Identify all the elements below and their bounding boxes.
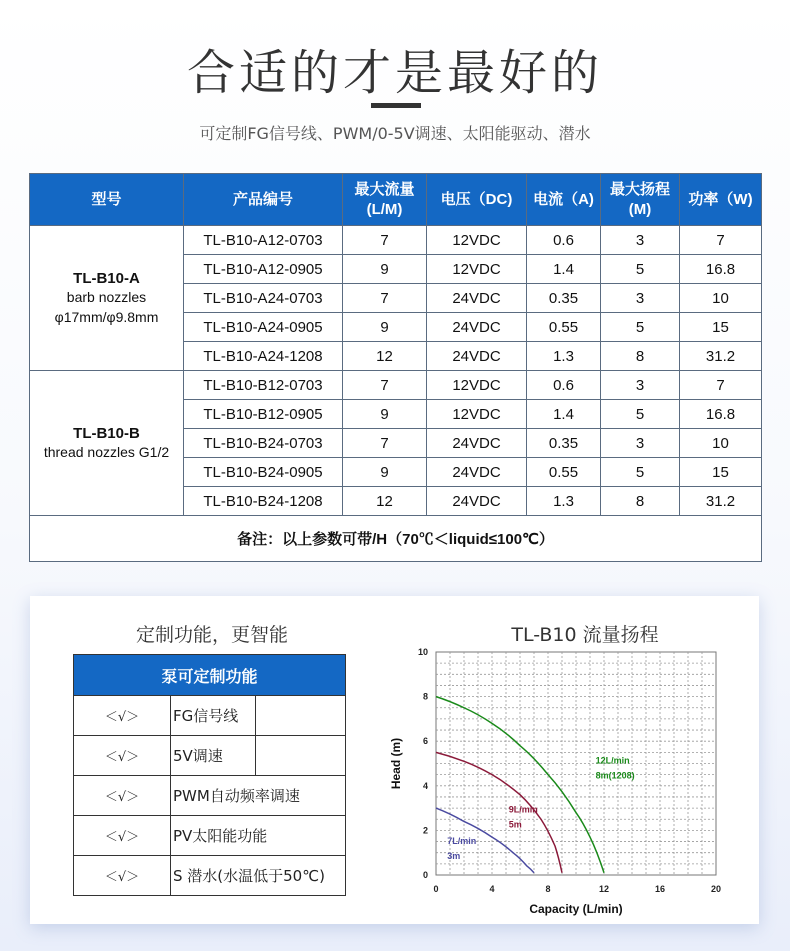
table-cell: 7 <box>343 226 427 255</box>
table-cell: 9 <box>343 400 427 429</box>
table-cell: TL-B10-B24-0905 <box>184 458 343 487</box>
table-cell: 9 <box>343 458 427 487</box>
y-tick-label: 6 <box>422 736 428 747</box>
feature-label: 5V调速 <box>171 736 256 776</box>
spec-header-row <box>30 174 762 226</box>
table-cell: 0.6 <box>527 371 601 400</box>
x-tick-label: 16 <box>654 884 666 894</box>
check-mark-icon: ＜√＞ <box>74 816 171 856</box>
table-cell: 0.35 <box>527 429 601 458</box>
table-cell: 12 <box>343 342 427 371</box>
feature-label: PV太阳能功能 <box>171 816 346 856</box>
table-cell: 12VDC <box>427 400 527 429</box>
table-cell: 16.8 <box>680 400 762 429</box>
table-cell: TL-B10-A24-0703 <box>184 284 343 313</box>
table-cell: 5 <box>601 255 680 284</box>
y-tick-label: 4 <box>422 780 428 791</box>
table-cell: 5 <box>601 313 680 342</box>
check-mark-icon: ＜√＞ <box>74 696 171 736</box>
series-label: 5m <box>508 819 522 830</box>
table-cell: 7 <box>343 371 427 400</box>
table-cell: 8 <box>601 487 680 516</box>
empty-cell <box>256 696 346 736</box>
series-label: 12L/min <box>595 755 630 766</box>
header-cell: 产品编号 <box>184 174 343 226</box>
feature-label: PWM自动频率调速 <box>171 776 346 816</box>
series-label: 8m(1208) <box>595 770 635 781</box>
spec-table <box>29 173 762 562</box>
feature-row <box>74 816 346 856</box>
table-cell: 16.8 <box>680 255 762 284</box>
table-cell: 7 <box>343 429 427 458</box>
table-cell: TL-B10-B24-0703 <box>184 429 343 458</box>
table-cell: 12VDC <box>427 255 527 284</box>
series-label: 7L/min <box>447 835 477 846</box>
table-cell: 9 <box>343 313 427 342</box>
table-cell: 31.2 <box>680 487 762 516</box>
header-cell: 电流（A) <box>527 174 601 226</box>
feature-row <box>74 736 346 776</box>
table-cell: 0.55 <box>527 458 601 487</box>
model-name: TL-B10-B <box>73 424 140 442</box>
table-cell: 1.4 <box>527 400 601 429</box>
table-cell: 15 <box>680 313 762 342</box>
table-cell: 24VDC <box>427 458 527 487</box>
table-cell: TL-B10-A24-0905 <box>184 313 343 342</box>
table-cell: 10 <box>680 284 762 313</box>
table-cell: 3 <box>601 284 680 313</box>
table-cell: 12 <box>343 487 427 516</box>
table-cell: 24VDC <box>427 284 527 313</box>
model-cell <box>30 371 184 516</box>
empty-cell <box>256 736 346 776</box>
x-tick-label: 0 <box>433 884 439 894</box>
header-cell: 最大流量 (L/M) <box>343 174 427 226</box>
model-description: φ17mm/φ9.8mm <box>54 308 159 325</box>
feature-row <box>74 856 346 896</box>
spec-note: 备注：以上参数可带/H（70℃＜liquid≤100℃） <box>30 516 762 562</box>
table-cell: 3 <box>601 371 680 400</box>
header-cell: 功率（W) <box>680 174 762 226</box>
table-cell: 5 <box>601 458 680 487</box>
table-cell: 0.35 <box>527 284 601 313</box>
table-cell: 15 <box>680 458 762 487</box>
table-cell: 31.2 <box>680 342 762 371</box>
table-cell: TL-B10-A24-1208 <box>184 342 343 371</box>
y-tick-label: 0 <box>422 870 428 880</box>
table-cell: 12VDC <box>427 371 527 400</box>
series-label: 3m <box>447 850 461 861</box>
table-cell: 8 <box>601 342 680 371</box>
model-description: thread nozzles G1/2 <box>43 443 170 460</box>
y-tick-label: 2 <box>422 825 428 836</box>
table-cell: 0.55 <box>527 313 601 342</box>
model-name: TL-B10-A <box>73 269 140 287</box>
table-cell: 7 <box>343 284 427 313</box>
features-table <box>73 654 346 896</box>
table-cell: 1.3 <box>527 342 601 371</box>
y-tick-label: 8 <box>422 691 428 702</box>
header-cell: 电压（DC) <box>427 174 527 226</box>
table-cell: TL-B10-A12-0703 <box>184 226 343 255</box>
model-description: barb nozzles <box>66 288 147 305</box>
table-cell: 12VDC <box>427 226 527 255</box>
table-cell: TL-B10-B24-1208 <box>184 487 343 516</box>
table-row <box>30 226 762 255</box>
x-axis-label: Capacity (L/min) <box>529 902 623 916</box>
feature-row <box>74 776 346 816</box>
table-cell: 24VDC <box>427 342 527 371</box>
table-cell: 24VDC <box>427 487 527 516</box>
table-cell: 1.3 <box>527 487 601 516</box>
flow-head-chart <box>385 645 730 920</box>
page-title: 合适的才是最好的 <box>186 45 603 101</box>
features-header: 泵可定制功能 <box>74 655 346 696</box>
header-cell: 最大扬程 (M) <box>601 174 680 226</box>
table-cell: 3 <box>601 429 680 458</box>
features-title: 定制功能，更智能 <box>135 624 288 646</box>
x-tick-label: 4 <box>489 884 495 894</box>
page-subtitle: 可定制FG信号线、PWM/0-5V调速、太阳能驱动、潜水 <box>199 124 591 143</box>
chart-title: TL-B10 流量扬程 <box>511 624 659 646</box>
table-row <box>30 371 762 400</box>
table-cell: 0.6 <box>527 226 601 255</box>
table-cell: 7 <box>680 226 762 255</box>
y-axis-label: Head (m) <box>389 737 403 790</box>
x-tick-label: 20 <box>710 884 722 894</box>
table-cell: TL-B10-A12-0905 <box>184 255 343 284</box>
table-cell: TL-B10-B12-0905 <box>184 400 343 429</box>
check-mark-icon: ＜√＞ <box>74 856 171 896</box>
table-cell: 3 <box>601 226 680 255</box>
model-cell <box>30 226 184 371</box>
x-tick-label: 12 <box>598 884 610 894</box>
table-cell: 7 <box>680 371 762 400</box>
check-mark-icon: ＜√＞ <box>74 776 171 816</box>
table-cell: 24VDC <box>427 429 527 458</box>
header-cell: 型号 <box>30 174 184 226</box>
check-mark-icon: ＜√＞ <box>74 736 171 776</box>
table-cell: TL-B10-B12-0703 <box>184 371 343 400</box>
table-cell: 1.4 <box>527 255 601 284</box>
feature-row <box>74 696 346 736</box>
series-label: 9L/min <box>508 804 538 815</box>
x-tick-label: 8 <box>545 884 551 894</box>
y-tick-label: 10 <box>417 647 428 657</box>
table-cell: 9 <box>343 255 427 284</box>
title-underline <box>371 103 421 108</box>
feature-label: FG信号线 <box>171 696 256 736</box>
feature-label: S 潜水(水温低于50℃) <box>171 856 346 896</box>
table-cell: 10 <box>680 429 762 458</box>
table-cell: 24VDC <box>427 313 527 342</box>
table-cell: 5 <box>601 400 680 429</box>
